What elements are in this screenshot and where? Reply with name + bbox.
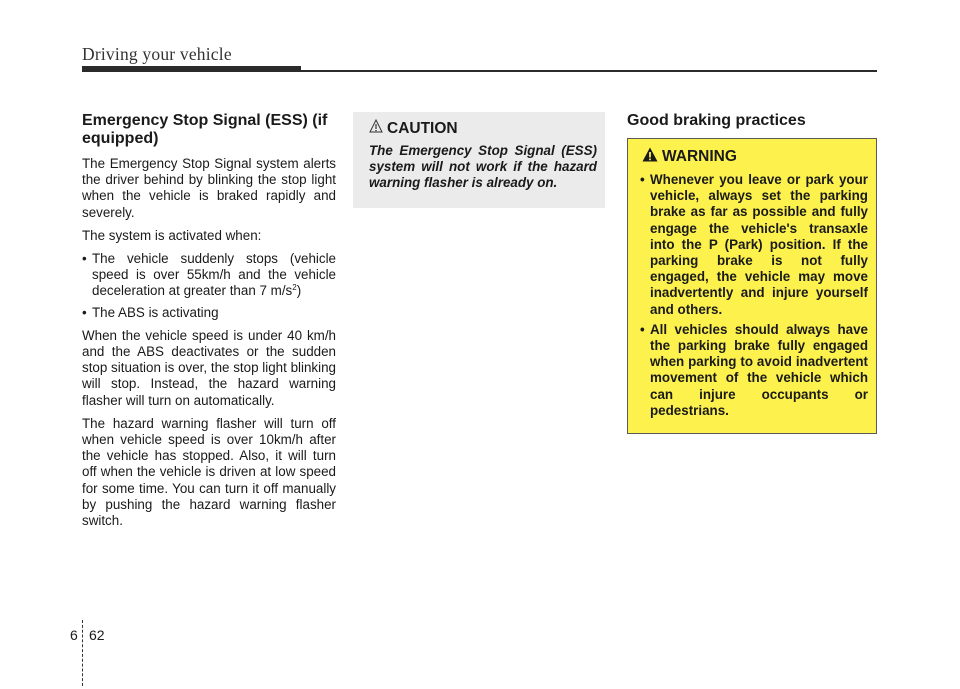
bullet-icon: • [82,251,87,267]
braking-section [627,112,877,434]
page-number: 62 [89,627,105,643]
warning-triangle-outline-icon [369,119,383,138]
warning-label: WARNING [662,148,737,165]
header-title: Driving your vehicle [82,44,232,64]
list-item: • All vehicles should always have the parking brake fully engaged when parking to avoid inadvertent movement of the vehicle which can injure occupants or pedestrians. [640,321,868,418]
chapter-number: 6 [70,627,78,643]
braking-heading: Good braking practices [627,112,806,129]
ess-hazard-text: The hazard warning flasher will turn off when vehicle speed is over 10km/h after the vehicle has stopped. Also, it will turn off when the vehicle is driven at low speed for some time. You can turn it off manually by pushing the hazard warning flasher switch. [82,415,336,529]
header-bar [82,66,301,72]
ess-activation-list [82,251,336,321]
warning-triangle-filled-icon [642,147,658,167]
warning-header [642,147,868,167]
bullet-icon: • [640,172,645,187]
warning-list [636,172,868,419]
list-item: • Whenever you leave or park your vehicle, always set the parking brake as far as possible and fully engage the vehicle's transaxle into the P (Park) position. If the parking brake is not fully engaged, the vehicle may move inadvertently and injure yourself and others. [640,172,868,317]
bullet-icon: • [640,321,645,337]
header-rule [301,70,877,72]
caution-text: The Emergency Stop Signal (ESS) system will not work if the hazard warning flasher is already on. [369,143,597,191]
bullet-icon: • [82,304,87,320]
caution-header [369,119,597,138]
caution-box [353,112,605,208]
caution-column [353,112,605,208]
ess-deactivation-text: When the vehicle speed is under 40 km/h and the ABS deactivates or the sudden stop situation is over, the stop light blinking will stop. Instead, the hazard warning flasher will turn on automatically. [82,327,336,408]
footer-divider [82,620,83,686]
ess-activation-intro: The system is activated when: [82,227,262,243]
list-item: • The vehicle suddenly stops (vehicle speed is over 55km/h and the vehicle deceleration at greater than 7 $m/s^2$) [82,251,336,299]
ess-heading: Emergency Stop Signal (ESS) (if equipped) [82,112,328,147]
warning-box [627,138,877,434]
ess-section [82,112,336,536]
caution-label: CAUTION [387,119,458,137]
list-item: • The ABS is activating [82,304,219,320]
ess-intro: The Emergency Stop Signal system alerts the driver behind by blinking the stop light when the vehicle is braked rapidly and severely. [82,156,336,220]
